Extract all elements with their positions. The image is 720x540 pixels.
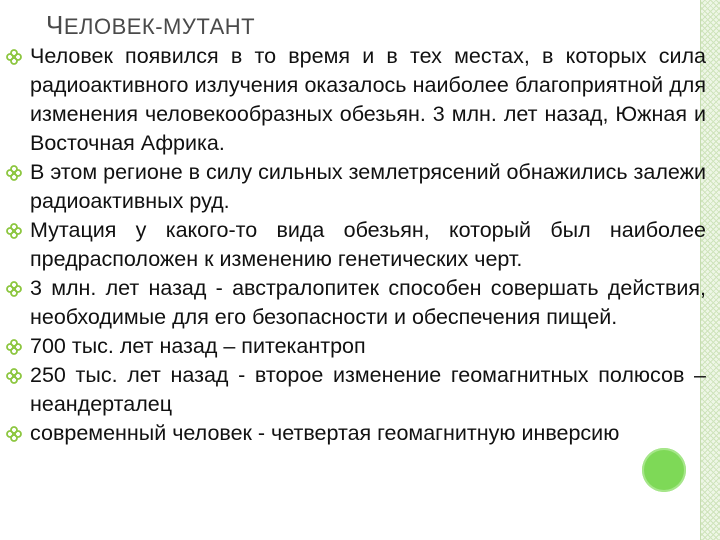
bullet-list [4, 42, 706, 448]
list-item [4, 274, 706, 332]
bullet-text: Мутация у какого-то вида обезьян, который был наиболее предрасположен к изменению генетических черт. [30, 218, 706, 271]
title-first-letter: Ч [46, 10, 64, 40]
list-item [4, 42, 706, 158]
list-item [4, 332, 706, 361]
slide-title [46, 10, 255, 41]
bullet-text: Человек появился в то время и в тех местах, в которых сила радиоактивного излучения оказалось наиболее благоприятной для изменения человекообразных обезьян. 3 млн. лет назад, Южная и Восточная Африка. [30, 44, 706, 155]
list-item [4, 361, 706, 419]
bullet-text: 250 тыс. лет назад - второе изменение геомагнитных полюсов – неандерталец [30, 363, 706, 416]
clover-bullet-icon [6, 49, 22, 65]
clover-bullet-icon [6, 368, 22, 384]
bullet-text: 3 млн. лет назад - австралопитек способен совершать действия, необходимые для его безопасности и обеспечения пищей. [30, 276, 706, 329]
clover-bullet-icon [6, 426, 22, 442]
clover-bullet-icon [6, 281, 22, 297]
list-item [4, 216, 706, 274]
green-circle-decoration [642, 448, 686, 492]
bullet-text: 700 тыс. лет назад – питекантроп [30, 334, 366, 358]
list-item [4, 158, 706, 216]
list-item [4, 419, 706, 448]
clover-bullet-icon [6, 339, 22, 355]
clover-bullet-icon [6, 165, 22, 181]
title-rest: ЕЛОВЕК-МУТАНТ [63, 14, 256, 39]
bullet-text: В этом регионе в силу сильных землетрясений обнажились залежи радиоактивных руд. [30, 160, 707, 213]
bullet-text: современный человек - четвертая геомагнитную инверсию [30, 421, 620, 445]
clover-bullet-icon [6, 223, 22, 239]
